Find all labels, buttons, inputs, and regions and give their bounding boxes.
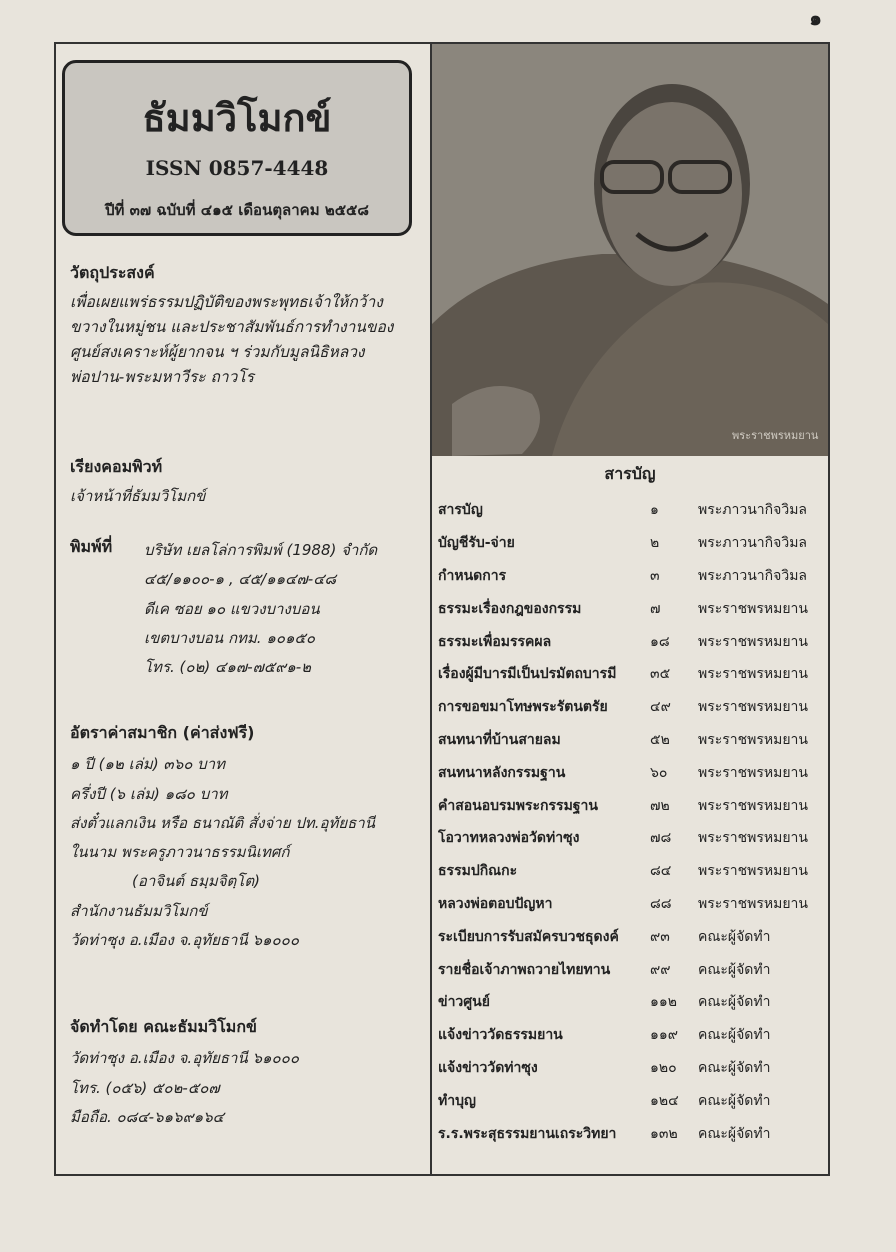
toc-author: พระภาวนากิจวิมล [698, 535, 807, 552]
toc-name: กำหนดการ [438, 567, 507, 584]
toc-name: สารบัญ [438, 502, 483, 519]
toc-author: พระภาวนากิจวิมล [698, 502, 807, 519]
compose-section [70, 456, 420, 507]
subscription-line: สำนักงานธัมมวิโมกข์ [70, 901, 208, 920]
toc-author: พระราชพรหมยาน [698, 797, 808, 814]
toc-row[interactable] [438, 822, 826, 855]
toc-author: คณะผู้จัดทำ [698, 928, 771, 945]
print-heading: พิมพ์ที่ [70, 537, 113, 556]
toc-author: คณะผู้จัดทำ [698, 1027, 771, 1044]
toc-row[interactable] [438, 756, 826, 789]
toc-page: ๑๑๒ [650, 994, 678, 1011]
toc-row[interactable] [438, 691, 826, 724]
compose-heading: เรียงคอมพิวท์ [70, 457, 163, 476]
toc-author: พระราชพรหมยาน [698, 830, 808, 847]
toc-page: ๕๒ [650, 731, 670, 748]
toc-row[interactable] [438, 986, 826, 1019]
toc-author: คณะผู้จัดทำ [698, 1059, 771, 1076]
toc-author: คณะผู้จัดทำ [698, 1092, 771, 1109]
subscription-line: ส่งตั๋วแลกเงิน หรือ ธนาณัติ สั่งจ่าย ปท.อุทัยธานี [70, 813, 375, 832]
toc-name: คำสอนอบรมพระกรรมฐาน [438, 797, 598, 814]
toc-page: ๑๓๒ [650, 1125, 678, 1142]
photo-caption: พระราชพรหมยาน [732, 429, 819, 442]
subscription-line: ครึ่งปี (๖ เล่ม) ๑๘๐ บาท [70, 784, 228, 803]
toc-page: ๓๕ [650, 666, 671, 683]
print-section [70, 536, 420, 682]
toc-page: ๒ [650, 535, 660, 552]
page-number: ๑ [809, 6, 822, 30]
print-line: บริษัท เยลโล่การพิมพ์ (1988) จำกัด [144, 541, 378, 559]
objective-line: พ่อปาน-พระมหาวีระ ถาวโร [70, 367, 254, 386]
toc-author: พระราชพรหมยาน [698, 666, 808, 683]
print-line: โทร. (๐๒) ๔๑๗-๗๕๙๑-๒ [144, 658, 312, 676]
toc-name: บัญชีรับ-จ่าย [438, 535, 515, 552]
toc-row[interactable] [438, 494, 826, 527]
toc-author: พระราชพรหมยาน [698, 764, 808, 781]
toc-row[interactable] [438, 560, 826, 593]
subscription-section [70, 722, 420, 955]
toc-page: ๑๒๐ [650, 1059, 677, 1076]
toc-row[interactable] [438, 527, 826, 560]
toc-author: พระราชพรหมยาน [698, 731, 808, 748]
toc-page: ๓ [650, 567, 660, 584]
compose-text: เจ้าหน้าที่ธัมมวิโมกข์ [70, 487, 206, 506]
subscription-line: ในนาม พระครูภาวนาธรรมนิเทศก์ [70, 843, 290, 862]
print-line: ดีเค ซอย ๑๐ แขวงบางบอน [144, 599, 320, 618]
monk-portrait-image [432, 44, 828, 456]
toc-name: ร.ร.พระสุธรรมยานเถระวิทยา [438, 1125, 617, 1142]
toc-name: แจ้งข่าววัดธรรมยาน [438, 1027, 563, 1044]
toc-name: แจ้งข่าววัดท่าซุง [438, 1059, 538, 1076]
toc-author: พระภาวนากิจวิมล [698, 567, 807, 584]
toc-page: ๑๑๙ [650, 1027, 679, 1044]
magazine-title: ธัมมวิโมกข์ [142, 95, 332, 140]
objective-section [70, 262, 420, 390]
toc-row[interactable] [438, 592, 826, 625]
toc-name: รายชื่อเจ้าภาพถวายไทยทาน [438, 961, 611, 978]
objective-heading: วัตถุประสงค์ [70, 263, 155, 282]
toc-author: พระราชพรหมยาน [698, 895, 808, 912]
toc-page: ๗๒ [650, 797, 670, 814]
toc-name: ธรรมะเพื่อมรรคผล [438, 633, 552, 650]
toc-author: คณะผู้จัดทำ [698, 961, 771, 978]
toc-page: ๘๔ [650, 863, 672, 880]
toc-author: พระราชพรหมยาน [698, 699, 808, 716]
publisher-heading: จัดทำโดย คณะธัมมวิโมกข์ [70, 1017, 257, 1036]
print-line: เขตบางบอน กทม. ๑๐๑๕๐ [144, 628, 316, 647]
toc-name: เรื่องผู้มีบารมีเป็นปรมัตถบารมี [438, 666, 617, 683]
toc-author: คณะผู้จัดทำ [698, 994, 771, 1011]
toc-row[interactable] [438, 1052, 826, 1085]
issue-info: ปีที่ ๓๗ ฉบับที่ ๔๑๕ เดือนตุลาคม ๒๕๕๘ [104, 201, 369, 219]
print-line: ๔๕/๑๑๐๐-๑ , ๔๕/๑๑๔๗-๔๘ [144, 570, 337, 589]
toc-page: ๔๙ [650, 699, 671, 716]
toc-row[interactable] [438, 888, 826, 921]
toc-row[interactable] [438, 1117, 826, 1150]
toc-page: ๗๘ [650, 830, 672, 847]
publisher-line: มือถือ. ๐๘๔-๖๑๖๙๑๖๔ [70, 1107, 224, 1126]
publisher-line: โทร. (๐๕๖) ๕๐๒-๕๐๗ [70, 1078, 220, 1097]
toc-row[interactable] [438, 658, 826, 691]
toc-author: พระราชพรหมยาน [698, 863, 808, 880]
toc-name: ระเบียบการรับสมัครบวชธุดงค์ [438, 928, 619, 945]
toc-author: พระราชพรหมยาน [698, 600, 808, 617]
toc-name: ทำบุญ [438, 1092, 476, 1109]
toc-page: ๙๙ [650, 961, 671, 978]
table-of-contents [438, 494, 826, 1150]
toc-page: ๗ [650, 600, 661, 617]
toc-author: คณะผู้จัดทำ [698, 1125, 771, 1142]
toc-page: ๙๓ [650, 928, 670, 945]
toc-name: การขอขมาโทษพระรัตนตรัย [438, 699, 608, 716]
toc-name: ธรรมปกิณกะ [438, 863, 518, 880]
toc-name: สนทนาหลังกรรมฐาน [438, 764, 566, 781]
subscription-line: ๑ ปี (๑๒ เล่ม) ๓๖๐ บาท [70, 755, 225, 774]
toc-row[interactable] [438, 1084, 826, 1117]
toc-row[interactable] [438, 1019, 826, 1052]
toc-page: ๑๘ [650, 633, 670, 650]
toc-name: สนทนาที่บ้านสายลม [438, 731, 561, 748]
objective-line: เพื่อเผยแพร่ธรรมปฏิบัติของพระพุทธเจ้าให้กว้าง [70, 293, 383, 312]
objective-line: ขวางในหมู่ชน และประชาสัมพันธ์การทำงานของ [70, 318, 394, 337]
toc-name: ธรรมะเรื่องกฎของกรรม [438, 600, 582, 617]
subscription-line: (อาจินต์ ธมฺมจิตฺโต) [132, 872, 260, 891]
toc-name: หลวงพ่อตอบปัญหา [438, 895, 553, 912]
publisher-section [70, 1016, 420, 1132]
issn: ISSN 0857-4448 [145, 156, 329, 180]
subscription-line: วัดท่าซุง อ.เมือง จ.อุทัยธานี ๖๑๐๐๐ [70, 930, 299, 949]
toc-heading: สารบัญ [604, 464, 656, 483]
publisher-line: วัดท่าซุง อ.เมือง จ.อุทัยธานี ๖๑๐๐๐ [70, 1049, 299, 1068]
monk-photo [432, 44, 828, 456]
toc-name: โอวาทหลวงพ่อวัดท่าซุง [438, 830, 580, 847]
toc-row[interactable] [438, 920, 826, 953]
toc-row[interactable] [438, 625, 826, 658]
toc-page: ๑ [650, 502, 659, 519]
objective-line: ศูนย์สงเคราะห์ผู้ยากจน ฯ ร่วมกับมูลนิธิหลวง [70, 342, 365, 361]
toc-row[interactable] [438, 789, 826, 822]
toc-page: ๑๒๔ [650, 1092, 679, 1109]
masthead-box [62, 60, 412, 236]
subscription-heading: อัตราค่าสมาชิก (ค่าส่งฟรี) [70, 723, 255, 742]
toc-page: ๘๘ [650, 895, 672, 912]
toc-page: ๖๐ [650, 764, 668, 781]
toc-author: พระราชพรหมยาน [698, 633, 808, 650]
toc-row[interactable] [438, 953, 826, 986]
toc-row[interactable] [438, 724, 826, 757]
toc-row[interactable] [438, 855, 826, 888]
toc-name: ข่าวศูนย์ [438, 994, 490, 1011]
